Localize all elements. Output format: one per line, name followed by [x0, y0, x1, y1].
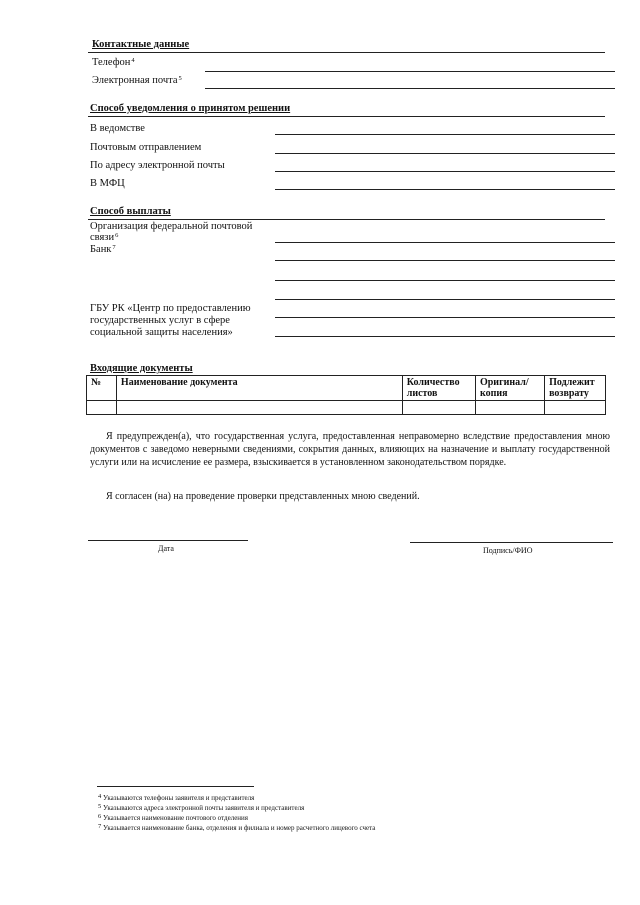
- notify-email-line[interactable]: [275, 171, 615, 172]
- notify-option-email: По адресу электронной почты: [90, 160, 225, 171]
- gbu-field-line-1[interactable]: [275, 317, 615, 318]
- footnote-4: $^4$ Указываются телефоны заявителя и представителя: [98, 793, 255, 802]
- phone-field-line[interactable]: [205, 71, 615, 72]
- footnote-ref-5: 5: [178, 75, 182, 82]
- notify-option-mfc: В МФЦ: [90, 178, 125, 189]
- notify-option-post: Почтовым отправлением: [90, 142, 202, 153]
- cell-original[interactable]: [475, 401, 544, 415]
- notify-agency-line[interactable]: [275, 134, 615, 135]
- documents-table-header-row: [87, 376, 606, 401]
- footnote-ref-6: 6: [115, 232, 119, 239]
- cell-count[interactable]: [402, 401, 475, 415]
- consent-text: Я согласен (на) на проведение проверки представленных мною сведений.: [106, 491, 420, 502]
- cell-name[interactable]: [116, 401, 402, 415]
- gbu-label-line3: социальной защиты населения»: [90, 327, 233, 338]
- notify-mfc-line[interactable]: [275, 189, 615, 190]
- col-name: Наименование документа: [116, 376, 402, 401]
- footnote-ref-4: 4: [131, 57, 135, 64]
- notify-header-rule: [88, 116, 605, 117]
- footnote-7: $^7$ Указывается наименование банка, отделения и филиала и номер расчетного лицевого счета: [98, 823, 376, 832]
- footnote-5: $^5$ Указываются адреса электронной почты заявителя и представителя: [98, 803, 305, 812]
- footnote-ref-7: 7: [112, 244, 116, 251]
- bank-field-line-2[interactable]: [275, 280, 615, 281]
- bank-field-line-1[interactable]: [275, 260, 615, 261]
- postal-label-line1: Организация федеральной почтовой: [90, 221, 253, 232]
- col-count: Количество листов: [402, 376, 475, 401]
- documents-table: [86, 375, 606, 415]
- bank-field-line-3[interactable]: [275, 299, 615, 300]
- contacts-header-rule: [88, 52, 605, 53]
- bank-label: Банк$^7$: [90, 244, 116, 255]
- payment-header: Способ выплаты: [90, 206, 171, 217]
- email-field-line[interactable]: [205, 88, 615, 89]
- notify-header: Способ уведомления о принятом решении: [90, 103, 291, 114]
- date-signature-line[interactable]: [88, 540, 248, 541]
- col-original: Оригинал/ копия: [475, 376, 544, 401]
- col-return: Подлежит возврату: [545, 376, 606, 401]
- table-row: [87, 401, 606, 415]
- postal-field-line[interactable]: [275, 242, 615, 243]
- date-label: Дата: [158, 544, 174, 553]
- cell-return[interactable]: [545, 401, 606, 415]
- col-num: №: [87, 376, 117, 401]
- phone-label: Телефон$^4$: [92, 57, 135, 68]
- sign-label: Подпись/ФИО: [483, 546, 533, 555]
- cell-num[interactable]: [87, 401, 117, 415]
- footnote-6: $^6$ Указывается наименование почтового отделения: [98, 813, 249, 822]
- gbu-field-line-2[interactable]: [275, 336, 615, 337]
- postal-label-line2: связи$^6$: [90, 232, 119, 243]
- contacts-header: Контактные данные: [92, 39, 190, 50]
- sign-signature-line[interactable]: [410, 542, 613, 543]
- notify-option-agency: В ведомстве: [90, 123, 145, 134]
- documents-header: Входящие документы: [90, 363, 193, 374]
- footnote-separator: [97, 786, 254, 787]
- email-label: Электронная почта$^5$: [92, 75, 182, 86]
- gbu-label-line2: государственных услуг в сфере: [90, 315, 230, 326]
- gbu-label-line1: ГБУ РК «Центр по предоставлению: [90, 303, 251, 314]
- warning-text: Я предупрежден(а), что государственная услуга, предоставленная неправомерно вследствие предоставления мною документов с заведомо неверными сведениями, сокрытия данных, влияющих на назначение и выплату государственной услуги или на исчисление ее размера, взыскивается в установленном законодательством порядке.: [90, 431, 610, 468]
- notify-post-line[interactable]: [275, 153, 615, 154]
